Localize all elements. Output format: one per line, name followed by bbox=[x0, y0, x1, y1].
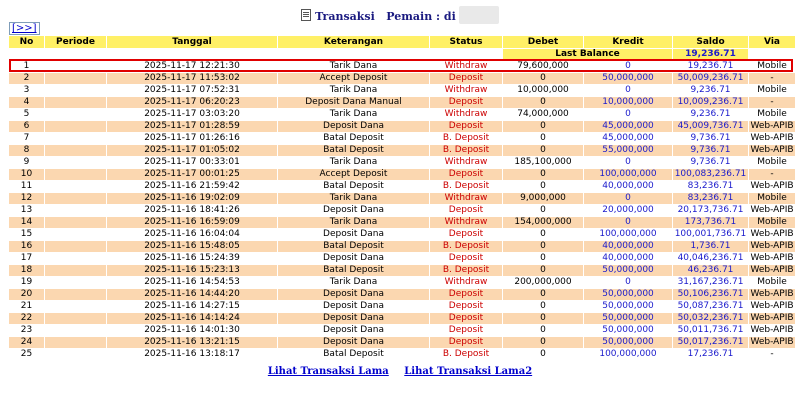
row-no: 19 bbox=[9, 277, 45, 289]
row-saldo: 173,736.71 bbox=[673, 217, 749, 229]
row-kredit: 0 bbox=[584, 109, 673, 121]
row-debet: 0 bbox=[503, 301, 584, 313]
row-periode bbox=[45, 301, 107, 313]
last-balance-value: 19,236.71 bbox=[673, 49, 749, 61]
row-tanggal: 2025-11-16 16:04:04 bbox=[107, 229, 278, 241]
row-kredit: 50,000,000 bbox=[584, 289, 673, 301]
row-saldo: 9,236.71 bbox=[673, 109, 749, 121]
row-keterangan: Tarik Dana bbox=[278, 85, 430, 97]
row-keterangan: Tarik Dana bbox=[278, 217, 430, 229]
row-no: 9 bbox=[9, 157, 45, 169]
row-no: 3 bbox=[9, 85, 45, 97]
row-via: - bbox=[749, 349, 796, 361]
row-keterangan: Batal Deposit bbox=[278, 133, 430, 145]
row-status: Withdraw bbox=[430, 277, 503, 289]
player-label: Pemain : di bbox=[386, 10, 456, 23]
row-keterangan: Deposit Dana bbox=[278, 253, 430, 265]
row-no: 13 bbox=[9, 205, 45, 217]
row-status: Withdraw bbox=[430, 109, 503, 121]
row-debet: 0 bbox=[503, 253, 584, 265]
row-debet: 185,100,000 bbox=[503, 157, 584, 169]
row-via: Web-APIB bbox=[750, 241, 794, 251]
row-keterangan: Tarik Dana bbox=[278, 61, 430, 73]
row-via: Mobile bbox=[749, 277, 796, 289]
row-tanggal: 2025-11-17 01:05:02 bbox=[107, 145, 278, 157]
row-kredit: 10,000,000 bbox=[584, 97, 673, 109]
row-status: Withdraw bbox=[430, 61, 503, 73]
row-saldo: 9,736.71 bbox=[673, 133, 749, 145]
row-keterangan: Tarik Dana bbox=[278, 109, 430, 121]
row-keterangan: Deposit Dana bbox=[278, 121, 430, 133]
row-kredit: 40,000,000 bbox=[584, 241, 673, 253]
row-saldo: 50,017,236.71 bbox=[673, 337, 749, 349]
row-via: - bbox=[749, 97, 796, 109]
table-row bbox=[9, 181, 796, 193]
old-transactions-link-2[interactable]: Lihat Transaksi Lama2 bbox=[404, 366, 533, 377]
row-via: Mobile bbox=[749, 85, 796, 97]
row-via: Web-APIB bbox=[750, 301, 794, 311]
row-debet: 79,600,000 bbox=[503, 61, 584, 73]
row-status: Withdraw bbox=[430, 157, 503, 169]
row-tanggal: 2025-11-16 16:59:09 bbox=[107, 217, 278, 229]
row-status: B. Deposit bbox=[430, 145, 503, 157]
table-row bbox=[9, 229, 796, 241]
row-keterangan: Tarik Dana bbox=[278, 157, 430, 169]
table-header-row bbox=[9, 36, 796, 49]
row-no: 2 bbox=[9, 73, 45, 85]
row-kredit: 45,000,000 bbox=[584, 121, 673, 133]
row-tanggal: 2025-11-17 00:01:25 bbox=[107, 169, 278, 181]
row-debet: 74,000,000 bbox=[503, 109, 584, 121]
row-debet: 0 bbox=[503, 289, 584, 301]
table-row bbox=[9, 85, 796, 97]
row-kredit: 0 bbox=[584, 85, 673, 97]
table-row bbox=[9, 73, 796, 85]
row-periode bbox=[45, 193, 107, 205]
row-periode bbox=[45, 181, 107, 193]
row-tanggal: 2025-11-17 01:28:59 bbox=[107, 121, 278, 133]
title-text: Transaksi bbox=[315, 10, 375, 23]
row-no: 18 bbox=[9, 265, 45, 277]
row-debet: 0 bbox=[503, 265, 584, 277]
row-saldo: 83,236.71 bbox=[673, 193, 749, 205]
col-kredit: Kredit bbox=[584, 36, 673, 49]
row-no: 10 bbox=[9, 169, 45, 181]
row-periode bbox=[45, 241, 107, 253]
row-status: Deposit bbox=[430, 325, 503, 337]
row-status: B. Deposit bbox=[430, 349, 503, 361]
last-balance-label: Last Balance bbox=[503, 49, 673, 61]
row-status: Deposit bbox=[430, 73, 503, 85]
table-row bbox=[9, 205, 796, 217]
document-icon bbox=[301, 9, 311, 21]
row-kredit: 50,000,000 bbox=[584, 265, 673, 277]
row-no: 6 bbox=[9, 121, 45, 133]
row-keterangan: Batal Deposit bbox=[278, 145, 430, 157]
row-saldo: 9,736.71 bbox=[673, 145, 749, 157]
row-tanggal: 2025-11-16 14:27:15 bbox=[107, 301, 278, 313]
row-debet: 0 bbox=[503, 181, 584, 193]
row-keterangan: Deposit Dana bbox=[278, 301, 430, 313]
table-row bbox=[9, 133, 796, 145]
row-via: Web-APIB bbox=[750, 313, 794, 323]
row-periode bbox=[45, 205, 107, 217]
row-keterangan: Batal Deposit bbox=[278, 265, 430, 277]
row-debet: 0 bbox=[503, 349, 584, 361]
row-tanggal: 2025-11-17 00:33:01 bbox=[107, 157, 278, 169]
col-saldo: Saldo bbox=[673, 36, 749, 49]
row-periode bbox=[45, 337, 107, 349]
row-keterangan: Deposit Dana bbox=[278, 313, 430, 325]
row-kredit: 0 bbox=[584, 193, 673, 205]
row-keterangan: Tarik Dana bbox=[278, 277, 430, 289]
table-row bbox=[9, 289, 796, 301]
row-no: 4 bbox=[9, 97, 45, 109]
row-debet: 0 bbox=[503, 325, 584, 337]
row-tanggal: 2025-11-17 03:03:20 bbox=[107, 109, 278, 121]
transaction-table bbox=[8, 35, 796, 361]
table-row bbox=[9, 325, 796, 337]
old-transactions-link[interactable]: Lihat Transaksi Lama bbox=[267, 366, 389, 377]
row-tanggal: 2025-11-16 21:59:42 bbox=[107, 181, 278, 193]
row-keterangan: Deposit Dana Manual bbox=[278, 97, 430, 109]
row-status: Deposit bbox=[430, 301, 503, 313]
row-saldo: 19,236.71 bbox=[673, 61, 749, 73]
row-status: Deposit bbox=[430, 97, 503, 109]
row-periode bbox=[45, 97, 107, 109]
row-saldo: 20,173,736.71 bbox=[673, 205, 749, 217]
last-balance-row bbox=[9, 49, 796, 61]
row-debet: 0 bbox=[503, 169, 584, 181]
row-kredit: 50,000,000 bbox=[584, 337, 673, 349]
row-periode bbox=[45, 169, 107, 181]
row-tanggal: 2025-11-16 18:41:26 bbox=[107, 205, 278, 217]
row-no: 16 bbox=[9, 241, 45, 253]
row-status: Withdraw bbox=[430, 85, 503, 97]
row-keterangan: Deposit Dana bbox=[278, 229, 430, 241]
row-tanggal: 2025-11-17 07:52:31 bbox=[107, 85, 278, 97]
row-saldo: 50,032,236.71 bbox=[673, 313, 749, 325]
row-status: Deposit bbox=[430, 313, 503, 325]
next-page-link[interactable]: [>>] bbox=[9, 22, 40, 35]
row-status: Deposit bbox=[430, 229, 503, 241]
row-kredit: 50,000,000 bbox=[584, 301, 673, 313]
row-status: Deposit bbox=[430, 253, 503, 265]
row-no: 20 bbox=[9, 289, 45, 301]
row-debet: 0 bbox=[503, 133, 584, 145]
row-debet: 0 bbox=[503, 73, 584, 85]
table-row bbox=[9, 253, 796, 265]
row-no: 11 bbox=[9, 181, 45, 193]
table-row bbox=[9, 301, 796, 313]
row-saldo: 1,736.71 bbox=[673, 241, 749, 253]
row-via: Web-APIB bbox=[750, 289, 794, 299]
row-kredit: 100,000,000 bbox=[584, 229, 673, 241]
row-no: 21 bbox=[9, 301, 45, 313]
row-via: Mobile bbox=[749, 157, 796, 169]
row-tanggal: 2025-11-17 06:20:23 bbox=[107, 97, 278, 109]
row-no: 23 bbox=[9, 325, 45, 337]
footer-links bbox=[0, 366, 800, 377]
row-debet: 10,000,000 bbox=[503, 85, 584, 97]
row-saldo: 40,046,236.71 bbox=[673, 253, 749, 265]
row-status: Withdraw bbox=[430, 193, 503, 205]
row-debet: 9,000,000 bbox=[503, 193, 584, 205]
row-kredit: 0 bbox=[584, 157, 673, 169]
row-keterangan: Deposit Dana bbox=[278, 337, 430, 349]
table-row bbox=[9, 145, 796, 157]
row-status: Deposit bbox=[430, 169, 503, 181]
row-saldo: 50,011,736.71 bbox=[673, 325, 749, 337]
row-kredit: 0 bbox=[584, 277, 673, 289]
row-tanggal: 2025-11-17 01:26:16 bbox=[107, 133, 278, 145]
row-tanggal: 2025-11-16 13:18:17 bbox=[107, 349, 278, 361]
row-debet: 0 bbox=[503, 313, 584, 325]
row-keterangan: Tarik Dana bbox=[278, 193, 430, 205]
row-via: Web-APIB bbox=[750, 205, 794, 215]
row-tanggal: 2025-11-16 14:44:20 bbox=[107, 289, 278, 301]
row-status: Deposit bbox=[430, 121, 503, 133]
row-status: Deposit bbox=[430, 205, 503, 217]
table-row bbox=[9, 157, 796, 169]
row-status: B. Deposit bbox=[430, 133, 503, 145]
row-debet: 0 bbox=[503, 145, 584, 157]
row-keterangan: Accept Deposit bbox=[278, 73, 430, 85]
row-kredit: 50,000,000 bbox=[584, 73, 673, 85]
row-saldo: 83,236.71 bbox=[673, 181, 749, 193]
col-periode: Periode bbox=[45, 36, 107, 49]
col-status: Status bbox=[430, 36, 503, 49]
row-debet: 0 bbox=[503, 337, 584, 349]
col-keterangan: Keterangan bbox=[278, 36, 430, 49]
row-no: 7 bbox=[9, 133, 45, 145]
row-keterangan: Accept Deposit bbox=[278, 169, 430, 181]
col-tanggal: Tanggal bbox=[107, 36, 278, 49]
row-via: Web-APIB bbox=[750, 337, 794, 347]
row-no: 17 bbox=[9, 253, 45, 265]
row-via: Web-APIB bbox=[750, 145, 794, 155]
row-no: 25 bbox=[9, 349, 45, 361]
row-status: Withdraw bbox=[430, 217, 503, 229]
row-saldo: 46,236.71 bbox=[673, 265, 749, 277]
row-debet: 0 bbox=[503, 229, 584, 241]
table-row bbox=[9, 121, 796, 133]
row-keterangan: Batal Deposit bbox=[278, 181, 430, 193]
row-periode bbox=[45, 277, 107, 289]
row-periode bbox=[45, 325, 107, 337]
row-periode bbox=[45, 265, 107, 277]
table-row bbox=[9, 109, 796, 121]
row-periode bbox=[45, 157, 107, 169]
table-row bbox=[9, 241, 796, 253]
row-debet: 0 bbox=[503, 241, 584, 253]
col-no: No bbox=[9, 36, 45, 49]
row-kredit: 0 bbox=[584, 61, 673, 73]
row-tanggal: 2025-11-16 15:48:05 bbox=[107, 241, 278, 253]
row-saldo: 10,009,236.71 bbox=[673, 97, 749, 109]
row-saldo: 17,236.71 bbox=[673, 349, 749, 361]
row-tanggal: 2025-11-16 15:24:39 bbox=[107, 253, 278, 265]
player-name-redacted bbox=[459, 6, 499, 24]
table-row bbox=[9, 169, 796, 181]
row-saldo: 50,087,236.71 bbox=[673, 301, 749, 313]
row-tanggal: 2025-11-16 15:23:13 bbox=[107, 265, 278, 277]
row-kredit: 55,000,000 bbox=[584, 145, 673, 157]
row-kredit: 100,000,000 bbox=[584, 349, 673, 361]
row-kredit: 40,000,000 bbox=[584, 181, 673, 193]
row-via: Web-APIB bbox=[750, 229, 794, 239]
row-periode bbox=[45, 253, 107, 265]
row-tanggal: 2025-11-16 19:02:09 bbox=[107, 193, 278, 205]
row-no: 15 bbox=[9, 229, 45, 241]
row-periode bbox=[45, 61, 107, 73]
row-via: Web-APIB bbox=[750, 133, 794, 143]
row-via: - bbox=[749, 73, 796, 85]
row-tanggal: 2025-11-16 14:14:24 bbox=[107, 313, 278, 325]
row-via: - bbox=[749, 169, 796, 181]
table-row bbox=[9, 97, 796, 109]
row-status: Deposit bbox=[430, 289, 503, 301]
row-tanggal: 2025-11-16 14:54:53 bbox=[107, 277, 278, 289]
row-keterangan: Deposit Dana bbox=[278, 289, 430, 301]
row-saldo: 50,009,236.71 bbox=[673, 73, 749, 85]
row-keterangan: Batal Deposit bbox=[278, 349, 430, 361]
table-row bbox=[9, 193, 796, 205]
row-debet: 200,000,000 bbox=[503, 277, 584, 289]
row-kredit: 45,000,000 bbox=[584, 133, 673, 145]
row-saldo: 31,167,236.71 bbox=[673, 277, 749, 289]
row-kredit: 100,000,000 bbox=[584, 169, 673, 181]
row-no: 5 bbox=[9, 109, 45, 121]
row-via: Web-APIB bbox=[750, 121, 794, 131]
row-via: Mobile bbox=[749, 109, 796, 121]
row-periode bbox=[45, 229, 107, 241]
row-periode bbox=[45, 109, 107, 121]
row-saldo: 50,106,236.71 bbox=[673, 289, 749, 301]
row-tanggal: 2025-11-16 14:01:30 bbox=[107, 325, 278, 337]
row-periode bbox=[45, 73, 107, 85]
row-periode bbox=[45, 349, 107, 361]
row-periode bbox=[45, 217, 107, 229]
row-keterangan: Batal Deposit bbox=[278, 241, 430, 253]
table-row bbox=[9, 337, 796, 349]
row-tanggal: 2025-11-17 11:53:02 bbox=[107, 73, 278, 85]
row-debet: 0 bbox=[503, 97, 584, 109]
table-row bbox=[9, 349, 796, 361]
row-periode bbox=[45, 313, 107, 325]
col-debet: Debet bbox=[503, 36, 584, 49]
row-no: 1 bbox=[9, 61, 45, 73]
row-kredit: 50,000,000 bbox=[584, 325, 673, 337]
row-status: B. Deposit bbox=[430, 241, 503, 253]
row-no: 8 bbox=[9, 145, 45, 157]
row-periode bbox=[45, 133, 107, 145]
row-status: Deposit bbox=[430, 337, 503, 349]
table-row bbox=[9, 313, 796, 325]
row-debet: 0 bbox=[503, 205, 584, 217]
row-kredit: 20,000,000 bbox=[584, 205, 673, 217]
row-keterangan: Deposit Dana bbox=[278, 325, 430, 337]
row-via: Web-APIB bbox=[750, 265, 794, 275]
row-periode bbox=[45, 289, 107, 301]
row-via: Web-APIB bbox=[750, 181, 794, 191]
page-title bbox=[0, 6, 800, 23]
row-periode bbox=[45, 145, 107, 157]
row-via: Web-APIB bbox=[750, 253, 794, 263]
row-debet: 0 bbox=[503, 121, 584, 133]
row-keterangan: Deposit Dana bbox=[278, 205, 430, 217]
col-via: Via bbox=[749, 36, 796, 49]
row-kredit: 40,000,000 bbox=[584, 253, 673, 265]
row-via: Mobile bbox=[749, 61, 796, 73]
row-periode bbox=[45, 85, 107, 97]
row-saldo: 100,001,736.71 bbox=[673, 229, 749, 241]
table-row bbox=[9, 277, 796, 289]
row-no: 24 bbox=[9, 337, 45, 349]
row-saldo: 9,236.71 bbox=[673, 85, 749, 97]
table-row bbox=[9, 265, 796, 277]
row-no: 14 bbox=[9, 217, 45, 229]
row-saldo: 100,083,236.71 bbox=[673, 169, 749, 181]
table-row bbox=[9, 61, 796, 73]
row-saldo: 9,736.71 bbox=[673, 157, 749, 169]
row-saldo: 45,009,736.71 bbox=[673, 121, 749, 133]
row-no: 12 bbox=[9, 193, 45, 205]
row-kredit: 0 bbox=[584, 217, 673, 229]
row-kredit: 50,000,000 bbox=[584, 313, 673, 325]
row-periode bbox=[45, 121, 107, 133]
row-tanggal: 2025-11-16 13:21:15 bbox=[107, 337, 278, 349]
row-tanggal: 2025-11-17 12:21:30 bbox=[107, 61, 278, 73]
row-status: B. Deposit bbox=[430, 265, 503, 277]
row-status: B. Deposit bbox=[430, 181, 503, 193]
row-via: Mobile bbox=[749, 217, 796, 229]
row-via: Web-APIB bbox=[750, 325, 794, 335]
row-via: Mobile bbox=[749, 193, 796, 205]
row-debet: 154,000,000 bbox=[503, 217, 584, 229]
table-row bbox=[9, 217, 796, 229]
row-no: 22 bbox=[9, 313, 45, 325]
